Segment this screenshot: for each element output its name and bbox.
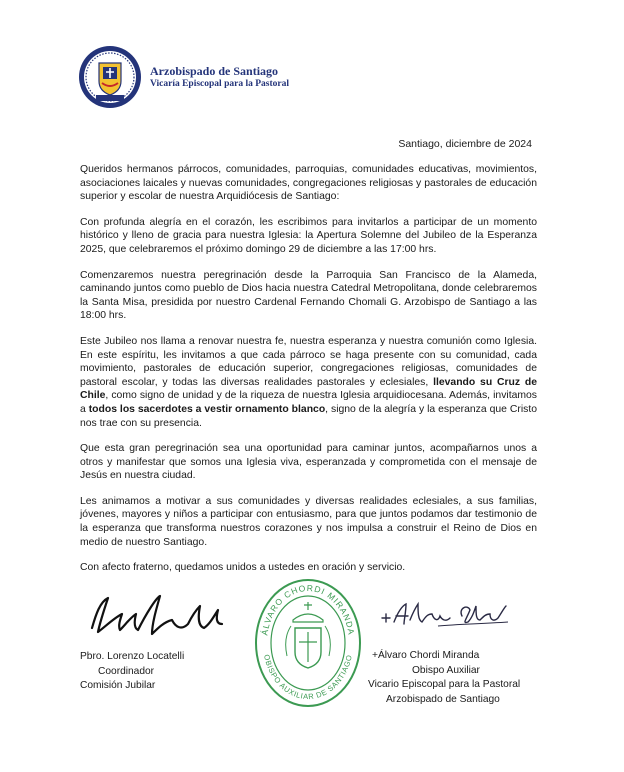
signatory-left-body: Comisión Jubilar bbox=[80, 680, 156, 691]
signatory-right-office: Vicario Episcopal para la Pastoral bbox=[368, 679, 521, 690]
seal-top-path: ÁLVARO CHORDI MIRANDA bbox=[259, 582, 357, 637]
seal-bottom-path: OBISPO AUXILIAR DE SANTIAGO bbox=[262, 653, 354, 702]
signatory-right-role: Obispo Auxiliar bbox=[412, 664, 480, 676]
jubilee-text-3: , signo de la alegría y la esperanza que Cristo nos trae con su presencia. bbox=[80, 403, 537, 429]
signature-left bbox=[86, 584, 236, 644]
organization-subtitle: Vicaría Episcopal para la Pastoral bbox=[150, 79, 289, 89]
signatory-left-name: Pbro. Lorenzo Locatelli bbox=[80, 651, 185, 662]
paragraph-invitation: Con profunda alegría en el corazón, les escribimos para invitarlos a participar de un momento histórico y lleno de gracia para nuestra Iglesia: la Apertura Solemne del Jubileo de la Esperanza 2025, que celebraremos el próximo domingo 29 de diciembre a las 17:00 hrs. bbox=[80, 216, 537, 255]
organization-name: Arzobispado de Santiago bbox=[150, 64, 279, 78]
paragraph-encouragement: Les animamos a motivar a sus comunidades y diversas realidades eclesiales, a sus familias, jóvenes, mayores y niños a participar con entusiasmo, para que juntos podamos dar testimonio de la esperanza que transforma nuestros corazones y nos impulsa a construir el Reino de Dios en medio de nuestro Santiago. bbox=[80, 495, 537, 548]
paragraph-closing: Con afecto fraterno, quedamos unidos a ustedes en oración y servicio. bbox=[80, 562, 406, 574]
organization-heading bbox=[150, 64, 289, 90]
paragraph-jubilee bbox=[80, 335, 537, 430]
paragraph-opportunity: Que esta gran peregrinación sea una oportunidad para caminar juntos, acompañarnos unos a otros y manifestar que somos una Iglesia viva, esperanzada y comprometida con el mensaje de Jesús en nuestra ciudad. bbox=[80, 443, 537, 482]
paragraph-pilgrimage: Comenzaremos nuestra peregrinación desde la Parroquia San Francisco de la Alameda, caminando juntos como pueblo de Dios hacia nuestra Catedral Metropolitana, donde celebraremos la Santa Misa, presidida por nuestro Cardenal Fernando Chomali G. Arzobispo de Santiago a las 18:00 hrs. bbox=[80, 269, 537, 322]
paragraph-greeting: Queridos hermanos párrocos, comunidades, parroquias, comunidades educativas, movimientos, asociaciones laicales y nuevas comunidades, congregaciones religiosas y pastorales de educación superior y escolar de nuestra Arquidiócesis de Santiago: bbox=[80, 164, 537, 203]
letter-date: Santiago, diciembre de 2024 bbox=[398, 138, 532, 150]
jubilee-text-2: , como signo de unidad y de la riqueza de nuestra Iglesia arquidiocesana. Además, invitamos a bbox=[80, 390, 537, 415]
jubilee-text-1: Este Jubileo nos llama a renovar nuestra fe, nuestra esperanza y nuestra comunión como Iglesia. En este espíritu, les invitamos a que cada párroco se haga presente con su comunidad, cada movimiento, pastorales de educación superior, congregaciones religiosas, comunidades de pastoral escolar, y todas las diversas realidades pastorales y eclesiales, bbox=[80, 335, 537, 388]
signature-block-right bbox=[368, 649, 520, 707]
jubilee-bold-vestment: todos los sacerdotes a vestir ornamento blanco bbox=[88, 403, 326, 415]
episcopal-seal bbox=[253, 578, 363, 708]
signature-block-left bbox=[80, 650, 184, 694]
arzobispado-crest-logo bbox=[78, 45, 142, 109]
signatory-right-body: Arzobispado de Santiago bbox=[386, 693, 500, 705]
jubilee-bold-cross: llevando su Cruz de Chile bbox=[80, 376, 538, 402]
letter-body bbox=[80, 163, 537, 587]
signatory-right-name: +Álvaro Chordi Miranda bbox=[372, 650, 480, 661]
signatory-left-role: Coordinador bbox=[98, 665, 155, 677]
signature-right bbox=[378, 598, 518, 632]
